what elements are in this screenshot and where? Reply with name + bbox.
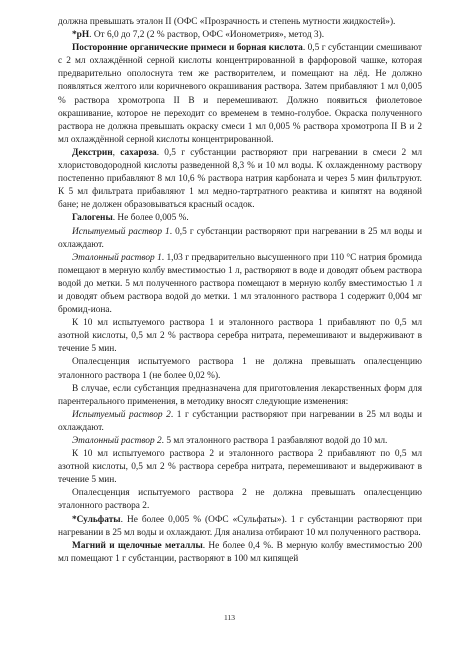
- text-run: В случае, если субстанция предназначена для приготовления лекарственных форм для парентерального применения, в методику вносят следующие изменения:: [58, 383, 422, 407]
- text-run: Опалесценция испытуемого раствора 2 не должна превышать опалесценцию эталонного раствора 2.: [58, 488, 422, 512]
- text-run: . 1,03 г предварительно высушенного при 110 °С натрия бромида помещают в мерную колбу вместимостью 1 л, растворяют в воде и доводят объем раствора водой до метки. 5 мл полученного раствора помещают в мерную колбу вместимостью 1 л и доводят объем раствора водой до метки. 1 мл эталонного раствора 1 содержит 0,004 мг бромид-иона.: [58, 252, 422, 316]
- text-run: Опалесценция испытуемого раствора 1 не должна превышать опалесценцию эталонного раствора 1 (не более 0,02 %).: [58, 357, 422, 381]
- bold-run: *рН: [72, 30, 90, 41]
- document-body: [58, 16, 422, 566]
- text-run: ,: [112, 147, 121, 158]
- text-run: . 1 г субстанции растворяют при нагревании в 25 мл воды и охлаждают.: [58, 409, 422, 433]
- text-run: . 0,5 г субстанции смешивают с 2 мл охлаждённой серной кислоты концентрированной в фарфоровой чашке, которая предварительно ополоснута тем же растворителем, и помещают на лёд. Не должно появляться желтого или коричневого окрашивания раствора. Затем прибавляют 1 мл 0,005 % раствора хромотропа II В и перемешивают. Должно появиться фиолетовое окрашивание, которое не переходит со временем в темно-голубое. Окраска полученного раствора не должна превышать окраску смеси 1 мл 0,005 % раствора хромотропа II В и 2 мл охлаждённой серной кислоты концентрированной.: [58, 43, 423, 145]
- text-run: . Не более 0,4 %. В мерную колбу вместимостью 200 мл помещают 1 г субстанции, растворяют в 100 мл кипящей: [58, 540, 422, 564]
- text-run: . Не более 0,005 % (ОФС «Сульфаты»). 1 г субстанции растворяют при нагревании в 25 мл воды и охлаждают. Для анализа отбирают 10 мл полученного раствора.: [58, 514, 422, 538]
- paragraph: [58, 226, 422, 252]
- paragraph: [58, 252, 422, 317]
- italic-run: Испытуемый раствор 2: [72, 409, 171, 420]
- italic-run: Эталонный раствор 2: [72, 436, 162, 446]
- text-run: . 0,5 г субстанции растворяют при нагревании в 25 мл воды и охлаждают.: [58, 226, 422, 250]
- text-run: . 0,5 г субстанции растворяют при нагревании в смеси 2 мл хлористоводородной кислоты разведенной 8,3 % и 10 мл воды. К охлажденному раствору постепенно прибавляют 8 мл 10,6 % раствора натрия карбоната и через 5 мин фильтруют. К 5 мл фильтрата прибавляют 1 мл медно-тартратного реактива и кипятят на водяной бане; не должен образовываться красный осадок.: [58, 147, 422, 211]
- paragraph: [58, 514, 422, 540]
- paragraph: [58, 42, 422, 147]
- paragraph: [58, 147, 422, 212]
- bold-run: сахароза: [120, 147, 157, 158]
- text-run: К 10 мл испытуемого раствора 1 и эталонного раствора 1 прибавляют по 0,5 мл азотной кислоты, 0,5 мл 2 % раствора серебра нитрата, перемешивают и выдерживают в течение 5 мин.: [58, 318, 422, 355]
- paragraph: [58, 448, 422, 487]
- paragraph: [58, 16, 422, 29]
- text-run: . Не более 0,005 %.: [112, 213, 189, 224]
- text-run: К 10 мл испытуемого раствора 2 и эталонного раствора 2 прибавляют по 0,5 мл азотной кислоты, 0,5 мл 2 % раствора серебра нитрата, перемешивают и выдерживают в течение 5 мин.: [58, 449, 422, 486]
- paragraph: [58, 383, 422, 409]
- paragraph: [58, 29, 422, 42]
- paragraph: [58, 487, 422, 513]
- paragraph: [58, 317, 422, 356]
- paragraph: [58, 356, 422, 382]
- italic-run: Эталонный раствор 1: [72, 252, 162, 263]
- italic-run: Испытуемый раствор 1: [72, 226, 170, 237]
- bold-run: Посторонние органические примеси и борная кислота: [72, 43, 303, 54]
- text-run: . От 6,0 до 7,2 (2 % раствор, ОФС «Ионометрия», метод 3).: [89, 30, 325, 41]
- bold-run: *Сульфаты: [72, 514, 121, 525]
- paragraph: [58, 540, 422, 566]
- page-number: 113: [224, 613, 235, 622]
- bold-run: Магний и щелочные металлы: [72, 540, 203, 551]
- bold-run: Галогены: [72, 213, 113, 224]
- paragraph: [58, 435, 422, 448]
- bold-run: Декстрин: [72, 147, 113, 158]
- text-run: . 5 мл эталонного раствора 1 разбавляют водой до 10 мл.: [161, 436, 388, 446]
- text-run: должна превышать эталон II (ОФС «Прозрачность и степень мутности жидкостей»).: [58, 17, 396, 27]
- paragraph: [58, 212, 422, 225]
- paragraph: [58, 409, 422, 435]
